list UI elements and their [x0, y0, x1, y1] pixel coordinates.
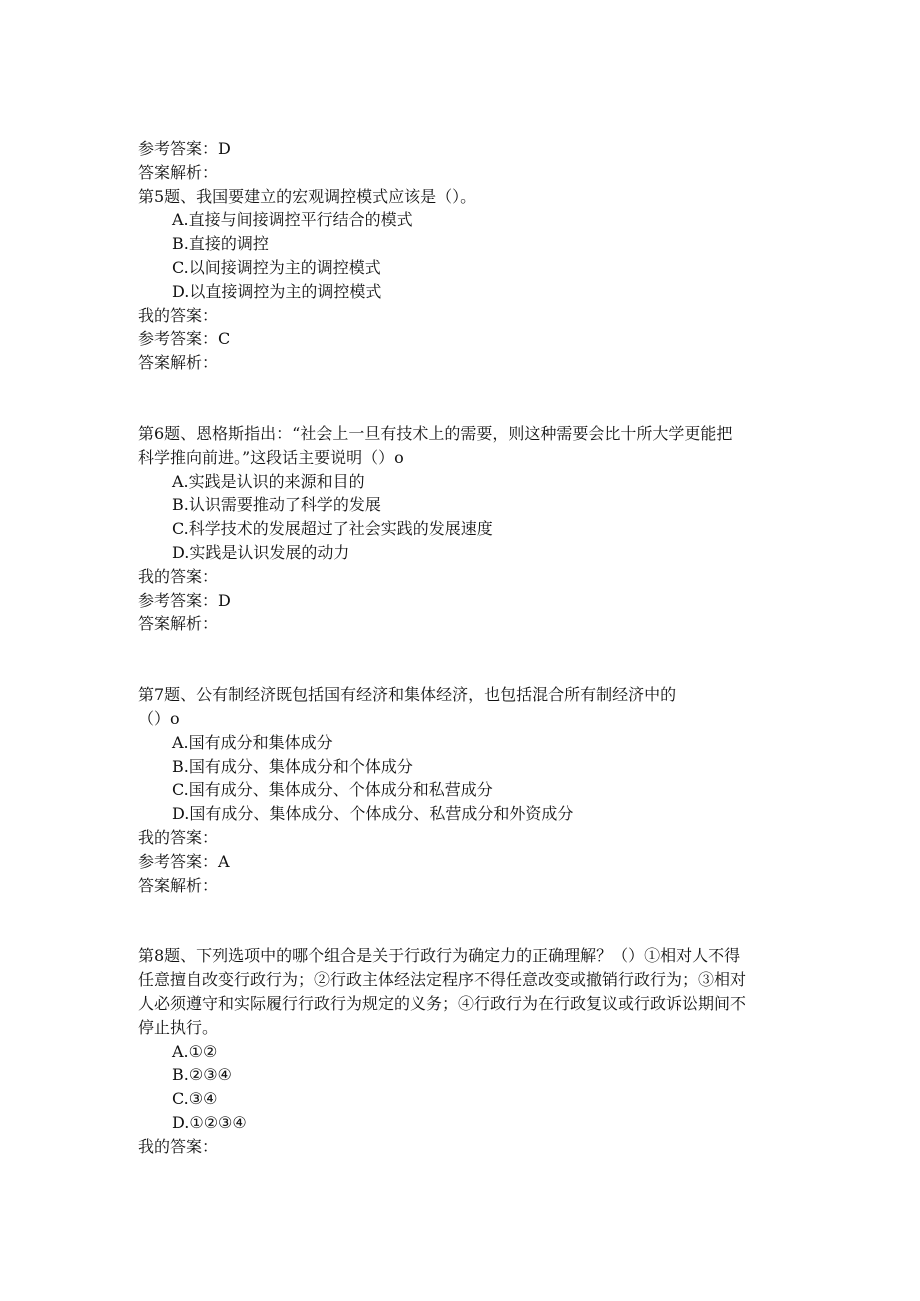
q8-option-b: B.②③④: [172, 1065, 232, 1085]
q4-answer-analysis: 答案解析：: [138, 162, 219, 182]
q6-option-b: B.认识需要推动了科学的发展: [172, 495, 381, 515]
q6-my-answer: 我的答案：: [138, 566, 219, 586]
q5-option-d: D.以直接调控为主的调控模式: [172, 281, 382, 301]
q6-question-line-1: 第6题、恩格斯指出：“社会上一旦有技术上的需要，则这种需要会比十所大学更能把: [138, 423, 733, 443]
document-page: [138, 137, 798, 1158]
q8-question-line-2: 任意擅自改变行政行为；②行政主体经法定程序不得任意改变或撤销行政行为；③相对: [138, 970, 747, 990]
q7-answer-analysis: 答案解析：: [138, 875, 219, 895]
q6-option-d: D.实践是认识发展的动力: [172, 542, 350, 562]
q6-reference-answer: 参考答案：D: [138, 590, 231, 610]
q5-reference-answer: 参考答案：C: [138, 329, 231, 349]
q7-my-answer: 我的答案：: [138, 827, 219, 847]
section-spacer: [138, 636, 798, 683]
q8-my-answer: 我的答案：: [138, 1136, 219, 1156]
q8-option-d: D.①②③④: [172, 1112, 247, 1132]
q8-question-line-3: 人必须遵守和实际履行行政行为规定的义务；④行政行为在行政复议或行政诉讼期间不: [138, 993, 747, 1013]
q7-option-d: D.国有成分、集体成分、个体成分、私营成分和外资成分: [172, 804, 574, 824]
q6-answer-analysis: 答案解析：: [138, 614, 219, 634]
q8-option-a: A.①②: [172, 1041, 218, 1061]
q6-option-a: A.实践是认识的来源和目的: [172, 471, 365, 491]
q8-question-line-4: 停止执行。: [138, 1017, 219, 1037]
q4-reference-answer: 参考答案：D: [138, 139, 231, 158]
q8-option-c: C.③④: [172, 1089, 218, 1109]
q5-option-c: C.以间接调控为主的调控模式: [172, 257, 381, 277]
q6-question-line-2: 科学推向前进。”这段话主要说明（）o: [138, 447, 404, 467]
section-spacer: [138, 375, 798, 422]
q5-question: 第5题、我国要建立的宏观调控模式应该是（）。: [138, 186, 477, 206]
section-spacer: [138, 897, 798, 944]
q7-option-b: B.国有成分、集体成分和个体成分: [172, 756, 413, 776]
q5-my-answer: 我的答案：: [138, 305, 219, 325]
q7-option-a: A.国有成分和集体成分: [172, 732, 333, 752]
q5-option-b: B.直接的调控: [172, 234, 269, 254]
q7-question-line-2: （）o: [138, 708, 180, 728]
q5-answer-analysis: 答案解析：: [138, 353, 219, 373]
q7-option-c: C.国有成分、集体成分、个体成分和私营成分: [172, 780, 493, 800]
q8-question-line-1: 第8题、下列选项中的哪个组合是关于行政行为确定力的正确理解？（）①相对人不得: [138, 946, 741, 966]
q6-option-c: C.科学技术的发展超过了社会实践的发展速度: [172, 519, 493, 539]
q5-option-a: A.直接与间接调控平行结合的模式: [172, 210, 413, 230]
q7-question-line-1: 第7题、公有制经济既包括国有经济和集体经济，也包括混合所有制经济中的: [138, 685, 677, 705]
q7-reference-answer: 参考答案：A: [138, 851, 230, 871]
